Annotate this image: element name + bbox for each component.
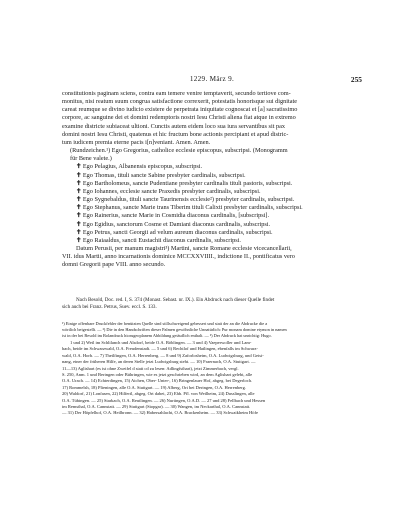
- note-line: S. 250, Anm. 1 und Beringen oder Bühringen, wie es jetzt geschrieben wird, an dem Aglishart gelebt, alle: [62, 372, 253, 378]
- footnote-line: ist in der bei Besold im Bolandruck hiorugeoplanem Abbildung getäuflich enthalt. — ³) Der Abdruck hat unrichtig: Hugo.: [62, 332, 272, 338]
- body-line: careat reumque se divino iudicio existere de perpetrata iniquitate cognoscat et [a] sacratissimo: [62, 106, 298, 114]
- subscription-text: Ego Sygnebaldus, tituli sancte Taurinensis ecclesie²) presbyter cardinalis, subscripsi.: [82, 196, 295, 204]
- body-line: examine districte subiaceat ultioni. Cunctis autem eidem loco sua iura servantibus sit pax: [62, 122, 286, 130]
- cross-icon: ✝: [76, 220, 82, 228]
- cross-icon: ✝: [76, 187, 82, 195]
- subscription-line: [62, 188, 365, 196]
- subscription-text: Ego Bartholomeus, sancte Pudentiane presbyter cardinalis tituli pastoris, subscripsi.: [82, 179, 293, 187]
- cross-icon: ✝: [76, 212, 82, 220]
- subscription-text: Ego Raiaaldus, sancti Eustachii diaconus cardinalis, subscripsi.: [82, 236, 241, 244]
- source-line: Nach Besold, Doc. red. I, S. 374 (Monast. Sebast. nr. IX.). Ein Abdruck nach dieser Quelle findet: [76, 297, 275, 303]
- cross-icon: ✝: [76, 228, 82, 236]
- subscription-line: [62, 237, 365, 245]
- page-header: [62, 75, 362, 87]
- note-line: 20) Waldorf, 21) Lonfasen, 22) Hilfertl, abgeg. Ort dabei, 23) Ehb. Pfl. von Weilheim, 24) Dusslingen, alle: [62, 391, 255, 397]
- subscription-line: [62, 196, 365, 204]
- source-note: [62, 297, 365, 311]
- subscription-text: Ego Iohannes, ecclesie sancte Praxedis presbyter cardinalis, subscripsi.: [82, 187, 261, 195]
- footnote-line: ¹) Einige offenbare Druckfehler der benützten Quelle sind stillschweigend gebessert und statt der an die Abdrucke die a: [62, 321, 268, 326]
- note-line: wald, O.A. Horb. — 7) Theilfingen, O.A. Herrenberg. — 8 und 9) Zaforlosheim, O.A. Ludwigsburg, und Geisi-: [62, 352, 264, 358]
- note-line: 11—13) Aglishart (es ist ohne Zweifel d statt cd zu lesen: Adlingfsthart), jetzt Zimmerbach, vergl.: [62, 365, 239, 371]
- subscription-text: Ego Egidius, sanctorum Cosme et Damiani diaconus cardinalis, subscripsi.: [82, 220, 271, 228]
- page-number: 255: [350, 75, 362, 84]
- main-text: [62, 90, 365, 269]
- note-line: 1 und 2) Weil im Schlilanch und Alsdorf, beide O.A. Böblingen. — 3 und 4) Vaeperwoller und Lam-: [70, 340, 252, 345]
- cross-icon: ✝: [76, 179, 82, 187]
- cross-icon: ✝: [76, 163, 82, 171]
- cross-icon: ✝: [76, 196, 82, 204]
- body-line: domini nostri Iesu Christi, quatenus et hic fructum bone actionis percipiant et apud distric-: [62, 130, 289, 138]
- note-line: 17) Rommelsh, 18) Plieningen, alle O.A. Stuttgart. — 19) Alberg, Ort bei Deringen, O.A. Herrenberg.: [62, 384, 247, 390]
- subscription-line: [62, 204, 365, 212]
- body-line: tum iudicem premia eterne pacis i[n]veniant. Amen. Amen.: [62, 138, 211, 146]
- cross-icon: ✝: [76, 236, 82, 244]
- header-date: 1229. März 9.: [189, 75, 235, 83]
- subscription-line: [62, 212, 365, 220]
- subscription-text: Ego Stephanus, sancte Marie trans Tiberim tituli Calixti presbyter cardinalis, subscripsi.: [82, 204, 303, 212]
- footnote-line: wörtlich beigestellt. — ²) Die in den Handschriften dieser Palmen gewöhnliche Unnatürlich: Pur monam domine etymon in namen: [62, 326, 287, 332]
- subscription-text: Ego Thomas, tituli sancte Sabine presbyter cardinalis, subscripsi.: [82, 171, 246, 179]
- subscription-line: [62, 172, 365, 180]
- subscription-line: [62, 221, 365, 229]
- closing-line: domni Gregorii pape VIII. anno secundo.: [62, 261, 166, 269]
- note-line: nang, einer der früheren Hilfe, an deren Stelle jetzt Ludwigsburg steht. — 10) Fraernach, O.A. Stuttgart. —: [62, 359, 256, 365]
- cross-icon: ✝: [76, 204, 82, 212]
- footnotes: [62, 321, 365, 338]
- subscription-text: Ego Petrus, sancti Georgii ad velum aureum diaconus cardinalis, subscripsi.: [82, 228, 273, 236]
- subscription-text: Ego Rainerius, sancte Marie in Cosmidia diaconus cardinalis, [subscripsi].: [82, 212, 270, 220]
- note-line: O.A. Urach. — 14) Echterdingen, 15) Aichen, Ober- Unter-, 16) Bringenlauer Hof, abgeg. bei Degerloch.: [62, 378, 253, 384]
- closing-line: Datum Perusii, per manum magistri³) Martini, sancte Romane ecclesie vicecancellarii,: [76, 244, 292, 252]
- commentary-notes: [62, 340, 365, 417]
- source-line: sich auch bei Franz. Petrus, Suev. eccl. S. 133.: [62, 303, 157, 310]
- body-line: corpore, ac sanguine dei et domini redemptoris nostri Iesu Christi aliena fiat atque in extremo: [62, 114, 296, 122]
- note-line: — 31) Der Höpfelhof, O.A. Heilbronn. — 32) Habersahlacht, O.A. Brackenheim. — 33) Schwaikheim Höfe: [62, 410, 258, 416]
- note-line: O.A. Tübingen. — 25) Starkach, O.A. Reutlingen. — 26) Nurtingen, O.A.D. — 27 und 28) Fellbach und Hessen: [62, 397, 266, 403]
- body-line: constitutionis paginam sciens, contra eam temere venire temptaverit, secundo tertiove com-: [62, 90, 291, 97]
- cross-icon: ✝: [76, 171, 82, 179]
- signature-line: (Rundzeichen.¹) Ego Gregorius, catholice ecclesie episcopus, subscripsi. (Monogramm: [70, 147, 288, 155]
- closing-line: VII. idus Martii, anno incarnationis dominice MCCXXVIIII., indictione II., pontificatus vero: [62, 253, 295, 261]
- signature-line: für Bene valete.): [70, 155, 112, 163]
- body-line: monitus, nisi reatum suum congrua satisfactione correxerit, potestatis honorisque sui dignitate: [62, 98, 298, 106]
- subscription-line: [62, 229, 365, 237]
- subscription-text: Ego Pelagius, Albanensis episcopus, subscripsi.: [82, 163, 203, 171]
- subscription-line: [62, 163, 365, 171]
- subscription-line: [62, 180, 365, 188]
- note-line: im Remsthal, O.A. Cannstatt. — 29) Stuttgart (Stopgar). — 30) Wangen, im Neckarthal, O.A. Cannstatt.: [62, 404, 251, 410]
- note-line: bach, beide im Schwarzwald, O.A. Freudenstadt. — 5 und 6) Rechtlof und Hatlingen, ebenfalls im Schwarz-: [62, 346, 258, 352]
